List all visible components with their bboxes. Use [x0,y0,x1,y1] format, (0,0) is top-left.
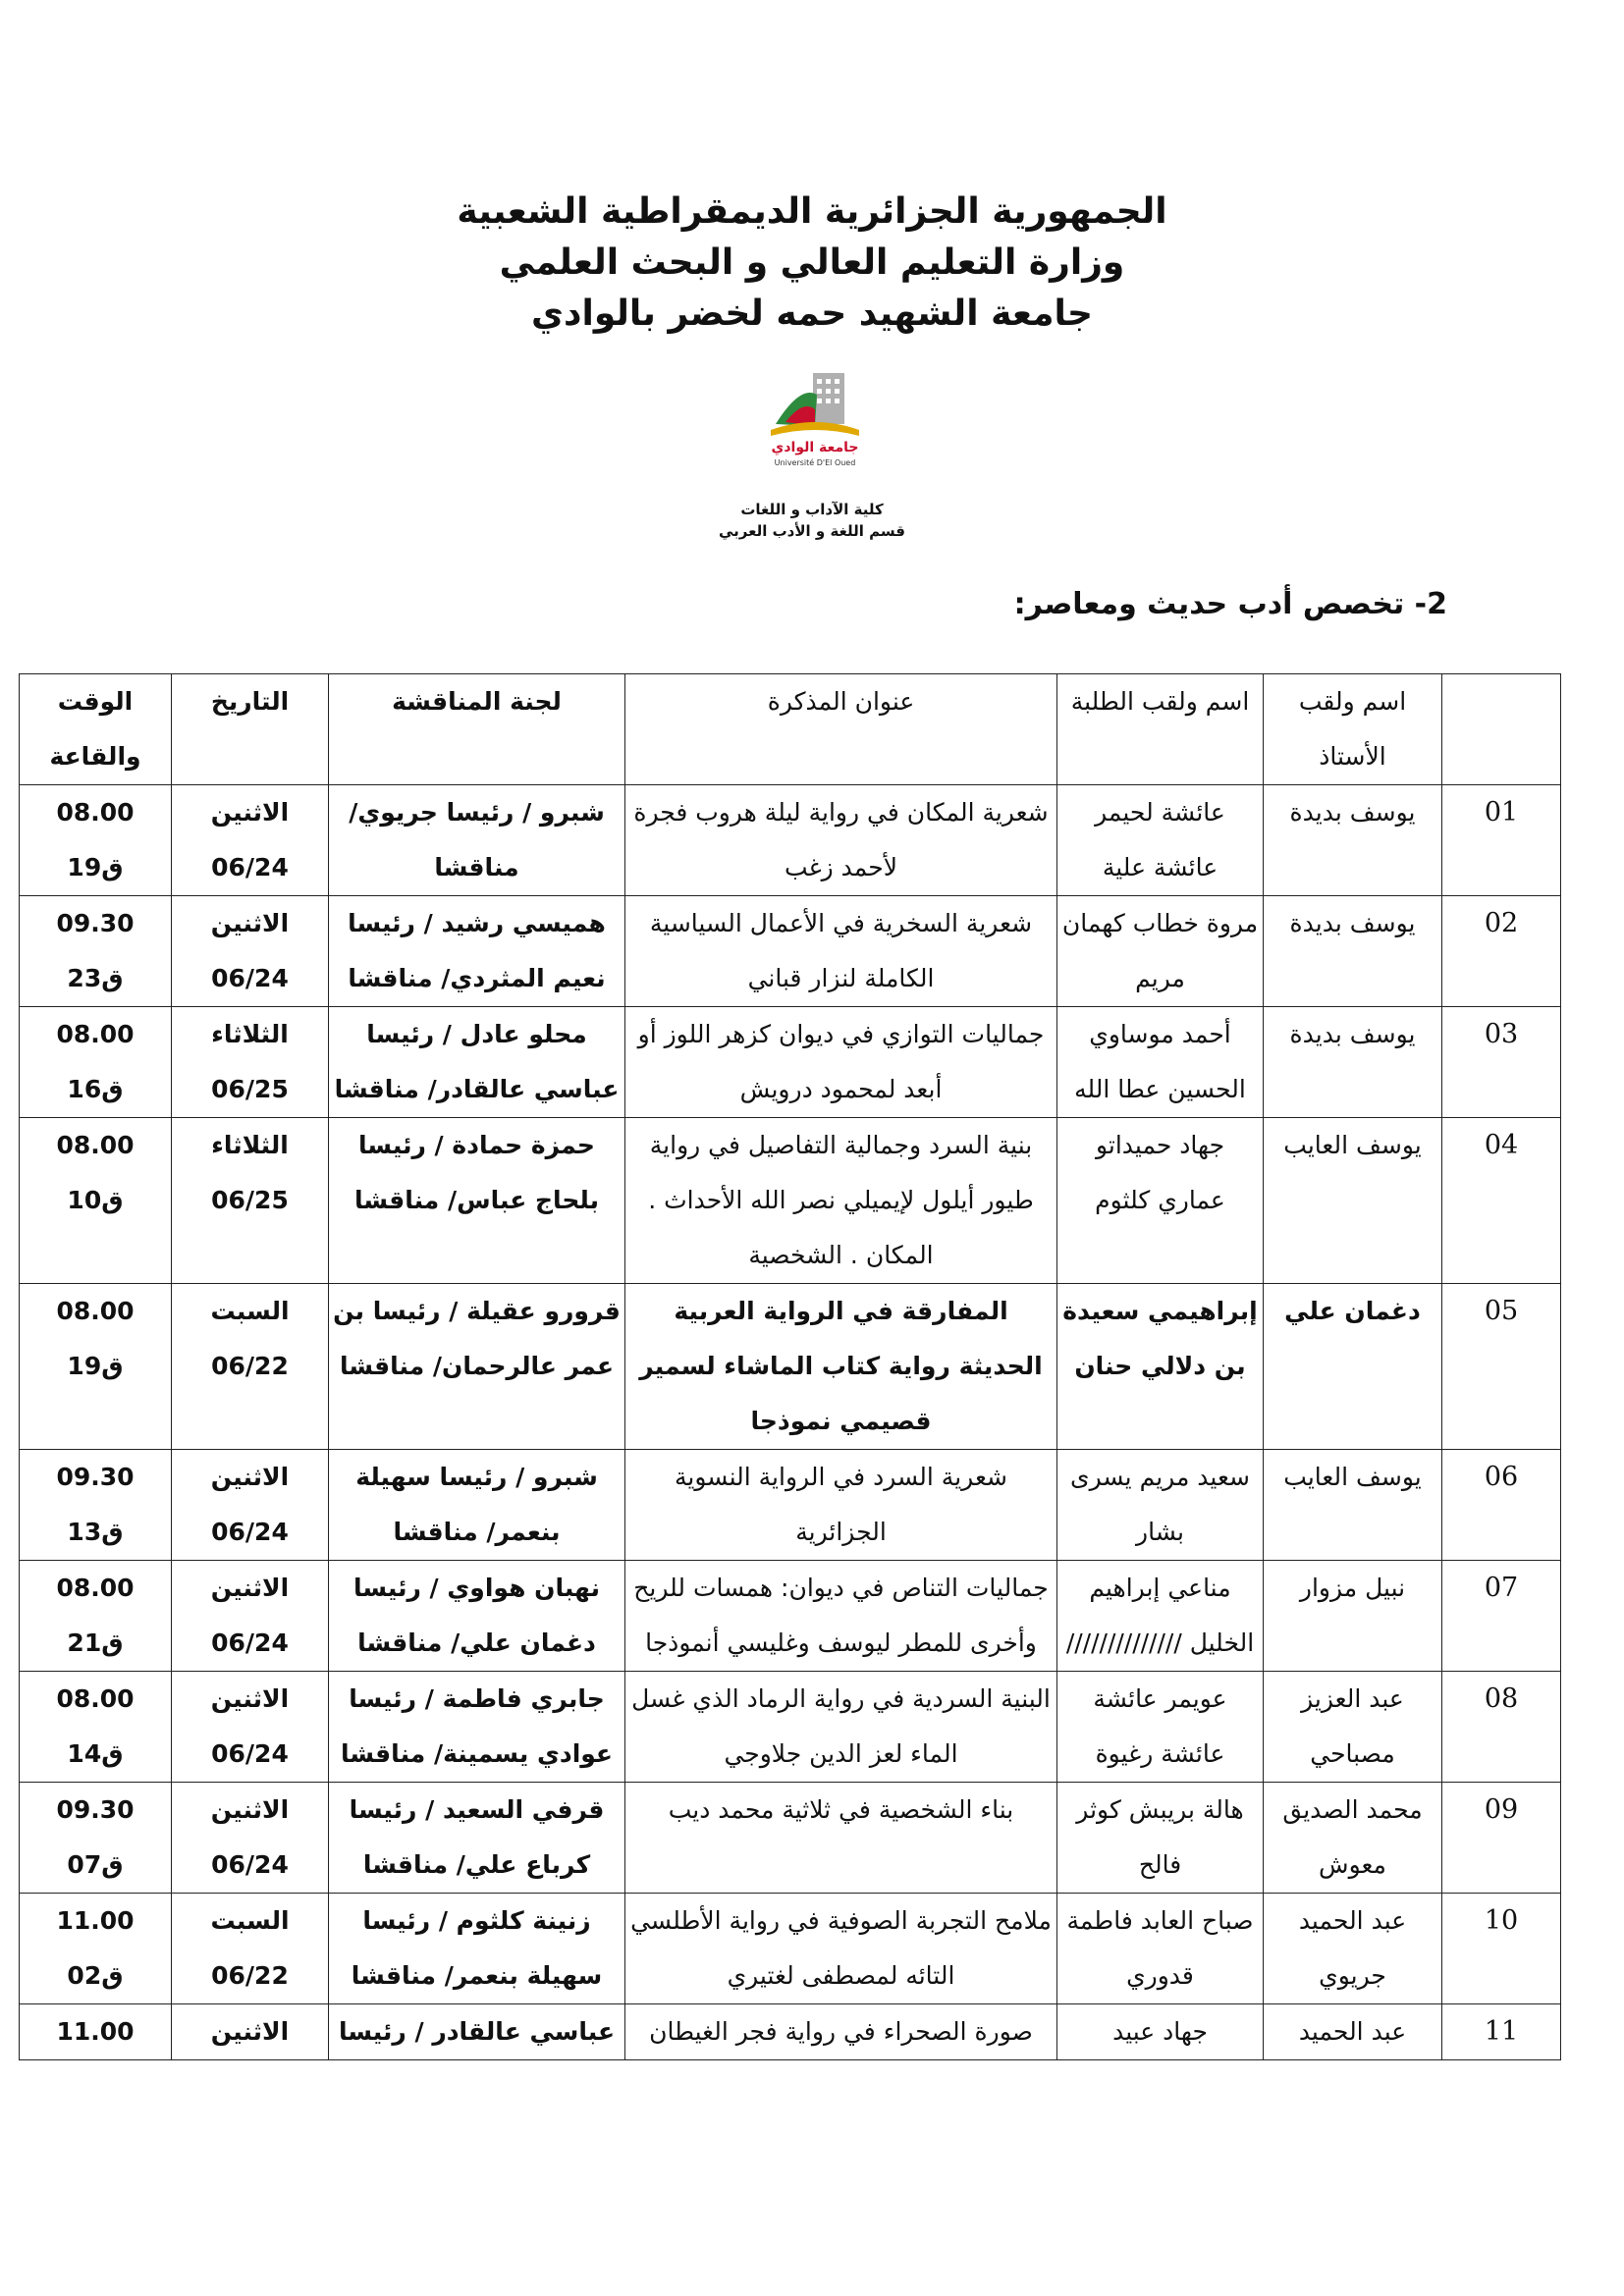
header-students: اسم ولقب الطلبة [1057,674,1264,785]
row-date-date: 06/22 [211,1961,289,1990]
row-date-day: السبت [210,1297,290,1325]
row-date [172,1561,329,1672]
row-time [20,1118,172,1284]
row-students-students: عائشة لحيمر عائشة علية [1095,798,1225,881]
row-time-time: 08.00 [56,798,135,827]
table-row [20,1672,1561,1783]
row-date-day: الاثنين [210,1795,290,1824]
faculty-block [0,499,1624,542]
row-professor [1264,1672,1442,1783]
row-professor [1264,1561,1442,1672]
row-students-students: صباح العابد فاطمة قدوري [1066,1906,1254,1990]
row-time [20,1672,172,1783]
row-title-title: المفارقة في الرواية العربية الحديثة رواية كتاب الماشاء لسمير قصيمي نموذجا [639,1297,1043,1435]
row-time-room: ق16 [67,1075,124,1103]
row-date [172,1118,329,1284]
row-students-students: أحمد موساوي الحسين عطا الله [1074,1020,1246,1103]
row-time-time: 08.00 [56,1131,135,1159]
row-time [20,2004,172,2060]
row-date-date: 06/24 [211,1629,289,1657]
table-row [20,2004,1561,2060]
table-row [20,896,1561,1007]
row-committee [329,1284,625,1450]
row-time [20,1561,172,1672]
row-date-day: الاثنين [210,1684,290,1713]
header-date: التاريخ [172,674,329,785]
row-date [172,1284,329,1450]
header-committee: لجنة المناقشة [329,674,625,785]
row-title-title: صورة الصحراء في رواية فجر الغيطان [649,2017,1033,2046]
row-time-room: ق23 [67,964,124,992]
row-date [172,1783,329,1894]
row-professor [1264,785,1442,896]
row-students [1057,1672,1264,1783]
table-row [20,785,1561,896]
row-number [1442,2004,1561,2060]
row-number-num: 04 [1484,1130,1519,1160]
row-committee [329,1007,625,1118]
row-professor-professor: محمد الصديق معوش [1282,1795,1423,1879]
row-committee-committee: جابري فاطمة / رئيسا عوادي يسمينة/ مناقشا [340,1684,614,1768]
row-number-num: 11 [1484,2016,1519,2047]
ministry-title: وزارة التعليم العالي و البحث العلمي [499,242,1125,283]
row-time-room: ق21 [67,1629,124,1657]
row-number [1442,1118,1561,1284]
row-professor [1264,2004,1442,2060]
row-committee [329,1450,625,1561]
row-students [1057,896,1264,1007]
row-professor [1264,1894,1442,2004]
row-committee [329,785,625,896]
row-professor [1264,1450,1442,1561]
row-time-time: 09.30 [56,1795,135,1824]
row-professor [1264,1007,1442,1118]
table-row [20,1118,1561,1284]
row-number-num: 06 [1484,1462,1519,1492]
row-number [1442,1672,1561,1783]
row-number [1442,1007,1561,1118]
row-title [625,1118,1057,1284]
table-row [20,1783,1561,1894]
row-time [20,1783,172,1894]
row-students [1057,1007,1264,1118]
row-date [172,1672,329,1783]
row-date-day: الاثنين [210,909,290,937]
row-committee-committee: نهبان هواوي / رئيسا دغمان علي/ مناقشا [353,1574,600,1657]
row-professor-professor: يوسف بديدة [1289,909,1416,937]
row-committee-committee: هميسي رشيد / رئيسا نعيم المثردي/ مناقشا [348,909,606,992]
faculty-name: كلية الآداب و اللغات [740,501,884,518]
row-professor-professor: عبد الحميد [1298,2017,1407,2046]
row-committee-committee: عباسي عالقادر / رئيسا [338,2017,616,2046]
row-professor [1264,1118,1442,1284]
row-time [20,1284,172,1450]
row-title-title: بناء الشخصية في ثلاثية محمد ديب [668,1795,1014,1824]
row-date [172,896,329,1007]
row-number [1442,896,1561,1007]
row-date-date: 06/24 [211,1518,289,1546]
row-time-time: 11.00 [56,1906,135,1935]
row-professor [1264,1284,1442,1450]
header-num [1442,674,1561,785]
row-students [1057,1284,1264,1450]
university-title: جامعة الشهيد حمه لخضر بالوادي [531,294,1093,334]
row-professor-professor: يوسف العايب [1283,1131,1422,1159]
row-students-students: جهاد عبيد [1112,2017,1208,2046]
row-students-students: هالة بريبش كوثر فالح [1076,1795,1244,1879]
row-committee [329,1672,625,1783]
row-number [1442,1561,1561,1672]
row-title [625,785,1057,896]
row-professor-professor: نبيل مزوار [1299,1574,1406,1602]
row-students [1057,1894,1264,2004]
header-title: عنوان المذكرة [625,674,1057,785]
row-title [625,1007,1057,1118]
row-time-time: 09.30 [56,909,135,937]
row-date-date: 06/24 [211,1739,289,1768]
row-committee-committee: قرورو عقيلة / رئيسا بن عمر عالرحمان/ مناقشا [333,1297,621,1380]
row-committee-committee: شبرو / رئيسا سهيلة بنعمر/ مناقشا [355,1463,598,1546]
row-time-room: ق07 [67,1850,124,1879]
row-title [625,1561,1057,1672]
row-students [1057,785,1264,896]
row-time-time: 08.00 [56,1684,135,1713]
row-date-date: 06/25 [211,1075,289,1103]
row-title [625,1894,1057,2004]
row-professor-professor: دغمان علي [1284,1297,1421,1325]
row-professor [1264,1783,1442,1894]
defense-schedule-table [19,673,1561,2060]
row-students-students: مروة خطاب كهمان مريم [1061,909,1259,992]
row-students-students: عويمر عائشة عائشة رغيوة [1093,1684,1227,1768]
row-time-room: ق10 [67,1186,124,1214]
row-title [625,2004,1057,2060]
row-professor-professor: يوسف بديدة [1289,798,1416,827]
row-committee-committee: شبرو / رئيسا جريوي/ مناقشا [349,798,605,881]
table-row [20,1450,1561,1561]
row-title-title: شعرية السرد في الرواية النسوية الجزائرية [675,1463,1007,1546]
row-number-num: 03 [1484,1019,1519,1049]
row-professor-professor: عبد العزيز مصباحي [1301,1684,1404,1768]
row-date [172,2004,329,2060]
row-students [1057,2004,1264,2060]
row-date-date: 06/22 [211,1352,289,1380]
row-title-title: ملامح التجربة الصوفية في رواية الأطلسي التائه لمصطفى لغتيري [630,1906,1052,1990]
row-committee [329,2004,625,2060]
row-date-date: 06/24 [211,853,289,881]
row-date-day: السبت [210,1906,290,1935]
row-time [20,1894,172,2004]
row-time-time: 09.30 [56,1463,135,1491]
table-row [20,1894,1561,2004]
row-professor [1264,896,1442,1007]
row-number [1442,1450,1561,1561]
table-row [20,1561,1561,1672]
row-title [625,1450,1057,1561]
row-committee [329,1894,625,2004]
logo-arabic-text: جامعة الوادي [771,440,859,455]
row-committee-committee: قرفي السعيد / رئيسا كرباع علي/ مناقشا [349,1795,605,1879]
row-time-room: ق13 [67,1518,124,1546]
row-time [20,1450,172,1561]
row-date [172,1450,329,1561]
row-date-date: 06/24 [211,1850,289,1879]
department-name: قسم اللغة و الأدب العربي [719,522,905,540]
row-date-day: الاثنين [210,2017,290,2046]
row-title [625,1284,1057,1450]
row-time-room: ق19 [67,1352,124,1380]
table-body [20,785,1561,2060]
row-number-num: 01 [1484,797,1519,828]
row-date-day: الثلاثاء [211,1131,289,1159]
row-committee [329,1561,625,1672]
row-number [1442,785,1561,896]
row-time [20,785,172,896]
row-date-day: الثلاثاء [211,1020,289,1048]
university-logo [746,365,884,473]
row-professor-professor: عبد الحميد جريوي [1298,1906,1407,1990]
page-header [0,187,1624,340]
table-row [20,1007,1561,1118]
row-number [1442,1284,1561,1450]
row-date [172,1894,329,2004]
row-time-time: 08.00 [56,1574,135,1602]
row-number-num: 08 [1484,1683,1519,1714]
row-number [1442,1894,1561,2004]
header-time: الوقت والقاعة [20,674,172,785]
row-date-day: الاثنين [210,798,290,827]
row-title [625,1783,1057,1894]
row-students [1057,1783,1264,1894]
row-time-room: ق19 [67,853,124,881]
row-title [625,1672,1057,1783]
row-number [1442,1783,1561,1894]
row-date-day: الاثنين [210,1463,290,1491]
row-title [625,896,1057,1007]
row-time-room: ق14 [67,1739,124,1768]
row-date-day: الاثنين [210,1574,290,1602]
row-time-room: ق02 [67,1961,124,1990]
row-date [172,785,329,896]
row-title-title: شعرية المكان في رواية ليلة هروب فجرة لأحمد زغب [633,798,1049,881]
row-committee [329,1783,625,1894]
row-students-students: مناعي إبراهيم الخليل ////////////// [1065,1574,1255,1657]
row-date-date: 06/24 [211,964,289,992]
row-number-num: 10 [1484,1905,1519,1936]
row-students-students: جهاد حميداتو عماري كلثوم [1095,1131,1225,1214]
row-committee-committee: حمزة حمادة / رئيسا بلحاج عباس/ مناقشا [354,1131,599,1214]
section-title: 2- تخصص أدب حديث ومعاصر: [1013,587,1447,621]
row-students [1057,1450,1264,1561]
header-professor: اسم ولقب الأستاذ [1264,674,1442,785]
row-professor-professor: يوسف بديدة [1289,1020,1416,1048]
table-header-row [20,674,1561,785]
table-row [20,1284,1561,1450]
logo-latin-text: Université D'El Oued [774,458,856,467]
row-title-title: بنية السرد وجمالية التفاصيل في رواية طيور أيلول لإيميلي نصر الله الأحداث . المكان . الشخصية [648,1131,1034,1269]
row-number-num: 02 [1484,908,1519,938]
row-title-title: البنية السردية في رواية الرماد الذي غسل الماء لعز الدين جلاوجي [631,1684,1051,1768]
row-committee-committee: محلو عادل / رئيسا عباسي عالقادر/ مناقشا [334,1020,620,1103]
row-time-time: 08.00 [56,1020,135,1048]
row-committee [329,896,625,1007]
row-title-title: شعرية السخرية في الأعمال السياسية الكاملة لنزار قباني [649,909,1033,992]
row-professor-professor: يوسف العايب [1283,1463,1422,1491]
row-students [1057,1561,1264,1672]
row-date [172,1007,329,1118]
row-time [20,896,172,1007]
row-title-title: جماليات التناص في ديوان: همسات للريح وأخرى للمطر ليوسف وغليسي أنموذجا [633,1574,1049,1657]
row-students [1057,1118,1264,1284]
row-time-time: 08.00 [56,1297,135,1325]
row-title-title: جماليات التوازي في ديوان كزهر اللوز أو أبعد لمحمود درويش [637,1020,1045,1103]
row-number-num: 07 [1484,1573,1519,1603]
row-students-students: سعيد مريم يسرى بشار [1070,1463,1250,1546]
row-students-students: إبراهيمي سعيدة بن دلالي حنان [1062,1297,1258,1380]
row-number-num: 09 [1484,1794,1519,1825]
row-time-time: 11.00 [56,2017,135,2046]
row-committee [329,1118,625,1284]
row-date-date: 06/25 [211,1186,289,1214]
row-time [20,1007,172,1118]
republic-title: الجمهورية الجزائرية الديمقراطية الشعبية [457,191,1167,232]
row-committee-committee: زنينة كلثوم / رئيسا سهيلة بنعمر/ مناقشا [351,1906,603,1990]
row-number-num: 05 [1484,1296,1519,1326]
